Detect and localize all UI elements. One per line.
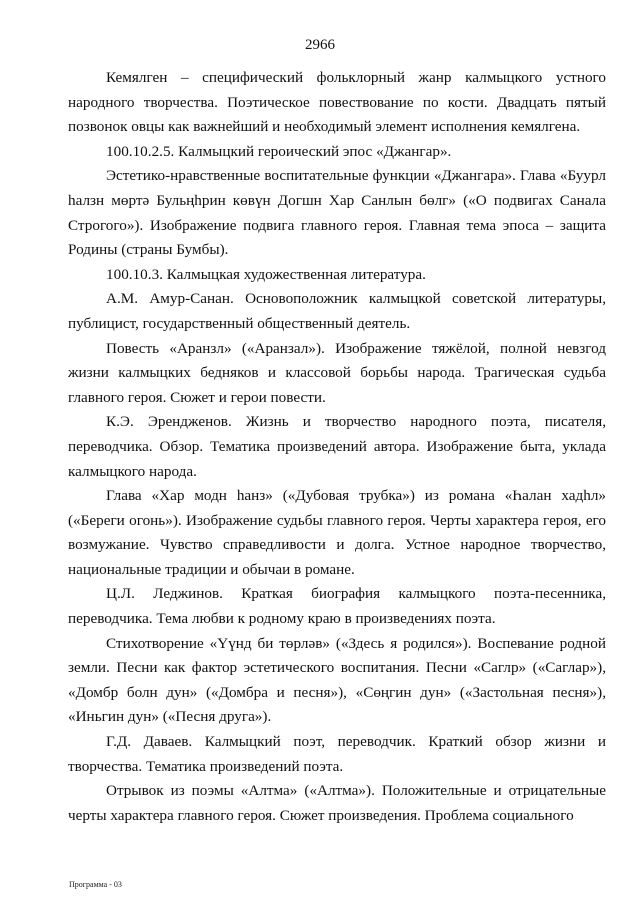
paragraph-dzhangar-functions: Эстетико-нравственные воспитательные функции «Джангара». Глава «Буурл һалзн мөртә Бульңһрин көвүн Догшн Хар Санлын бөлг» («О подвигах Санала Строгого»). Изображение подвига главного героя. Главная тема эпоса – защита Родины (страны Бумбы). (68, 167, 606, 259)
footer-label: Программа - 03 (69, 880, 122, 889)
section-heading-literature: 100.10.3. Калмыцкая художественная литература. (106, 265, 426, 283)
paragraph-kemyalgen: Кемялген – специфический фольклорный жанр калмыцкого устного народного творчества. Поэтическое повествование по кости. Двадцать пятый позвонок овцы как важнейший и необходимый элемент исполнения кемялгена. (68, 69, 606, 136)
section-heading-dzhangar: 100.10.2.5. Калмыцкий героический эпос «Джангар». (106, 142, 452, 160)
paragraph-zdes-ya-rodilsya: Стихотворение «Үүнд би төрләв» («Здесь я родился»). Воспевание родной земли. Песни как фактор эстетического воспитания. Песни «Саглр» («Саглар»), «Домбр болн дун» («Домбра и песня»), «Сөңгин дун» («Застольная песня»), «Иньгин дун» («Песня друга»). (68, 634, 606, 726)
paragraph-altma: Отрывок из поэмы «Алтма» («Алтма»). Положительные и отрицательные черты характера главного героя. Сюжет произведения. Проблема социального (68, 782, 606, 824)
document-body (68, 66, 606, 828)
paragraph-amur-sanan: А.М. Амур-Санан. Основоположник калмыцкой советской литературы, публицист, государственный общественный деятель. (68, 290, 606, 332)
paragraph-davaev: Г.Д. Даваев. Калмыцкий поэт, переводчик. Краткий обзор жизни и творчества. Тематика произведений поэта. (68, 733, 606, 775)
paragraph-dubovaya-trubka: Глава «Хар модн һанз» («Дубовая трубка») из романа «Һалан хадһл» («Береги огонь»). Изображение судьбы главного героя. Черты характера героя, его возмужание. Чувство справедливости и долга. Устное народное творчество, национальные традиции и обычаи в романе. (68, 487, 606, 578)
paragraph-aranzal: Повесть «Аранзл» («Аранзал»). Изображение тяжёлой, полной невзгод жизни калмыцких бедняков и классовой борьбы народа. Трагическая судьба главного героя. Сюжет и герои повести. (68, 339, 606, 406)
paragraph-ledzhinov: Ц.Л. Леджинов. Краткая биография калмыцкого поэта-песенника, переводчика. Тема любви к родному краю в произведениях поэта. (68, 585, 606, 628)
paragraph-erendzhenov: К.Э. Эрендженов. Жизнь и творчество народного поэта, писателя, переводчика. Обзор. Тематика произведений автора. Изображение быта, уклада калмыцкого народа. (68, 413, 606, 480)
page-number: 2966 (305, 37, 335, 53)
